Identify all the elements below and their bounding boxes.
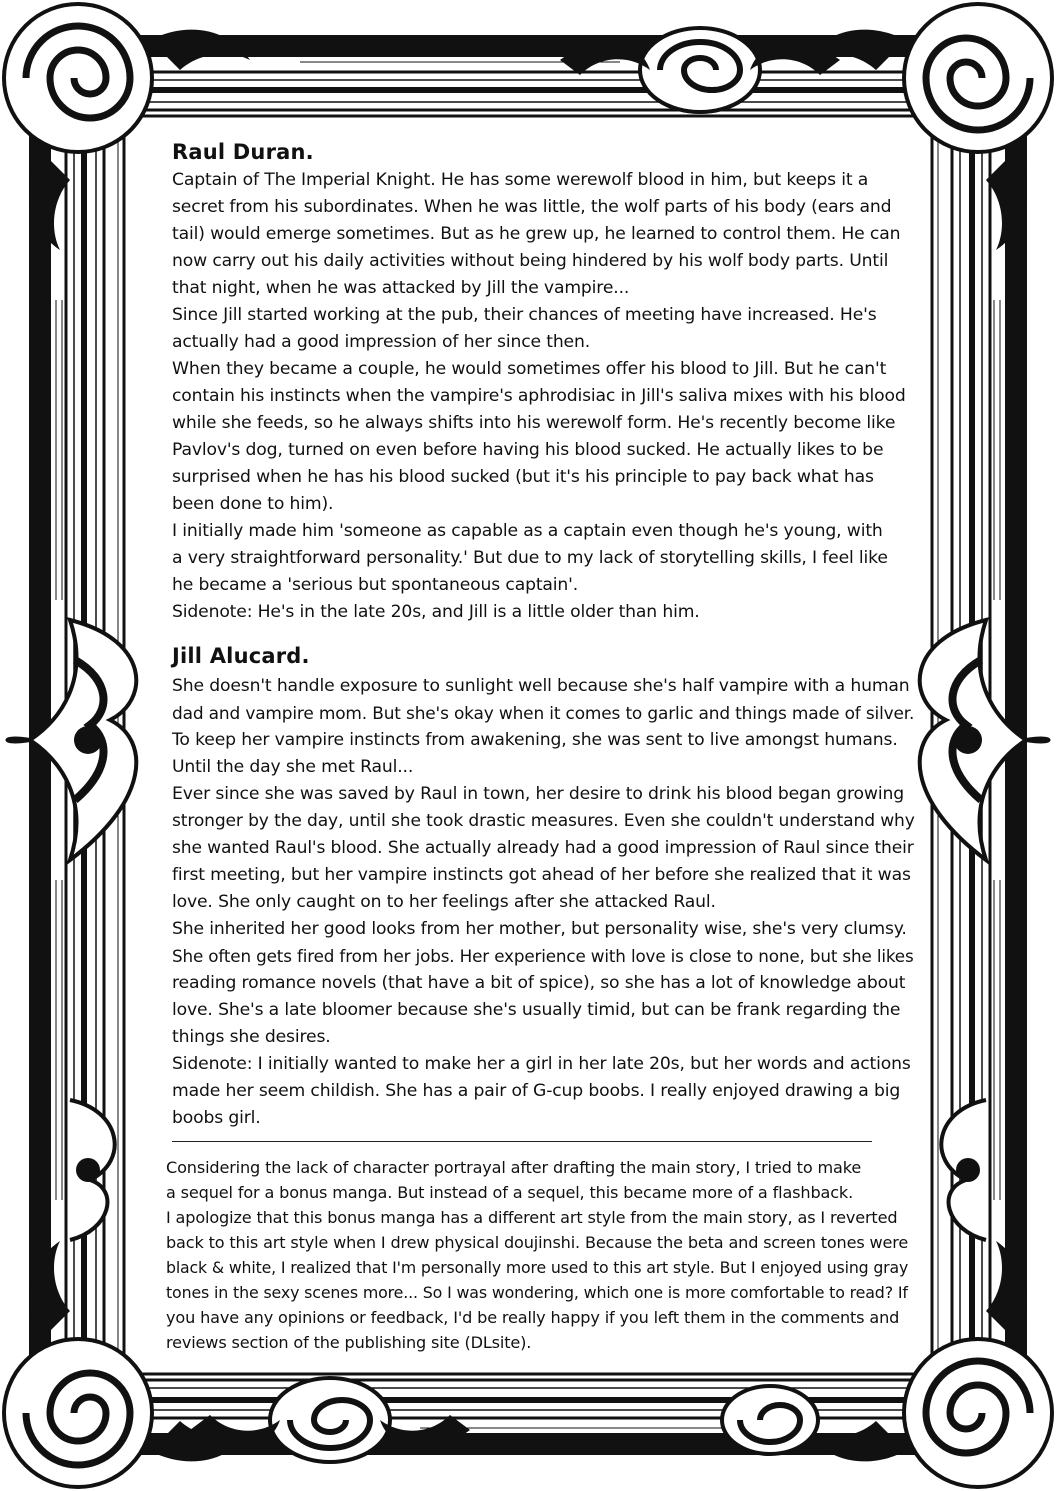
jill-line: love. She's a late bloomer because she's usually timid, but can be frank regarding the	[172, 1000, 901, 1020]
jill-line: things she desires.	[172, 1027, 331, 1047]
afterword-line: reviews section of the publishing site (DLsite).	[166, 1333, 532, 1352]
jill-line: Ever since she was saved by Raul in town, her desire to drink his blood began growing	[172, 784, 904, 804]
jill-line: She inherited her good looks from her mother, but personality wise, she's very clumsy.	[172, 919, 907, 939]
jill-line: she wanted Raul's blood. She actually already had a good impression of Raul since their	[172, 838, 914, 858]
jill-line: She often gets fired from her jobs. Her experience with love is close to none, but she likes	[172, 946, 914, 966]
raul-line: now carry out his daily activities without being hindered by his wolf body parts. Until	[172, 251, 889, 271]
afterword-line: you have any opinions or feedback, I'd be really happy if you left them in the comments and	[166, 1308, 900, 1327]
raul-line: a very straightforward personality.' But due to my lack of storytelling skills, I feel like	[172, 548, 888, 568]
raul-line: When they became a couple, he would sometimes offer his blood to Jill. But he can't	[172, 359, 887, 379]
afterword-line: back to this art style when I drew physical doujinshi. Because the beta and screen tones were	[166, 1233, 909, 1252]
raul-line: while she feeds, so he always shifts into his werewolf form. He's recently become like	[172, 413, 896, 433]
raul-line: Pavlov's dog, turned on even before having his blood sucked. He actually likes to be	[172, 440, 884, 460]
right-lower-ornament-icon	[941, 1100, 986, 1240]
jill-line: first meeting, but her vampire instincts got ahead of her before she realized that it was	[172, 865, 911, 885]
right-side-ornament-icon	[920, 620, 1049, 860]
left-side-ornament-icon	[8, 620, 137, 860]
afterword-line: tones in the sexy scenes more... So I was wondering, which one is more comfortable to read? If	[166, 1283, 908, 1302]
raul-line: he became a 'serious but spontaneous captain'.	[172, 575, 579, 595]
jill-line: stronger by the day, until she took drastic measures. Even she couldn't understand why	[172, 811, 915, 831]
jill-line: reading romance novels (that have a bit of spice), so she has a lot of knowledge about	[172, 973, 906, 993]
afterword-line: Considering the lack of character portrayal after drafting the main story, I tried to make	[166, 1158, 862, 1177]
jill-line: boobs girl.	[172, 1108, 261, 1128]
afterword-line: I apologize that this bonus manga has a different art style from the main story, as I reverted	[166, 1208, 898, 1227]
jill-line: dad and vampire mom. But she's okay when it comes to garlic and things made of silver.	[172, 703, 915, 723]
raul-line: that night, when he was attacked by Jill the vampire...	[172, 278, 630, 298]
jill-line: made her seem childish. She has a pair of G-cup boobs. I really enjoyed drawing a big	[172, 1081, 901, 1101]
jill-heading: Jill Alucard.	[172, 644, 310, 668]
jill-line: To keep her vampire instincts from awakening, she was sent to live amongst humans.	[172, 730, 898, 750]
raul-line: Since Jill started working at the pub, their chances of meeting have increased. He's	[172, 305, 877, 325]
raul-sidenote: Sidenote: He's in the late 20s, and Jill is a little older than him.	[172, 602, 700, 622]
jill-line: Until the day she met Raul...	[172, 757, 414, 777]
raul-line: surprised when he has his blood sucked (but it's his principle to pay back what has	[172, 467, 874, 487]
section-divider	[172, 1141, 872, 1142]
raul-line: actually had a good impression of her since then.	[172, 332, 591, 352]
afterword-line: a sequel for a bonus manga. But instead of a sequel, this became more of a flashback.	[166, 1183, 854, 1202]
raul-line: contain his instincts when the vampire's aphrodisiac in Jill's saliva mixes with his blood	[172, 386, 906, 406]
text-panel	[132, 118, 924, 1368]
raul-line: tail) would emerge sometimes. But as he grew up, he learned to control them. He can	[172, 224, 901, 244]
raul-line: been done to him).	[172, 494, 334, 514]
jill-sidenote: Sidenote: I initially wanted to make her a girl in her late 20s, but her words and actions	[172, 1054, 911, 1074]
raul-heading: Raul Duran.	[172, 140, 314, 164]
raul-line: I initially made him 'someone as capable as a captain even though he's young, with	[172, 521, 883, 541]
left-lower-ornament-icon	[70, 1100, 115, 1240]
raul-line: secret from his subordinates. When he was little, the wolf parts of his body (ears and	[172, 197, 892, 217]
afterword-line: black & white, I realized that I'm personally more used to this art style. But I enjoyed using gray	[166, 1258, 909, 1277]
jill-line: love. She only caught on to her feelings after she attacked Raul.	[172, 892, 716, 912]
jill-line: She doesn't handle exposure to sunlight well because she's half vampire with a human	[172, 676, 910, 696]
raul-line: Captain of The Imperial Knight. He has some werewolf blood in him, but keeps it a	[172, 170, 869, 190]
